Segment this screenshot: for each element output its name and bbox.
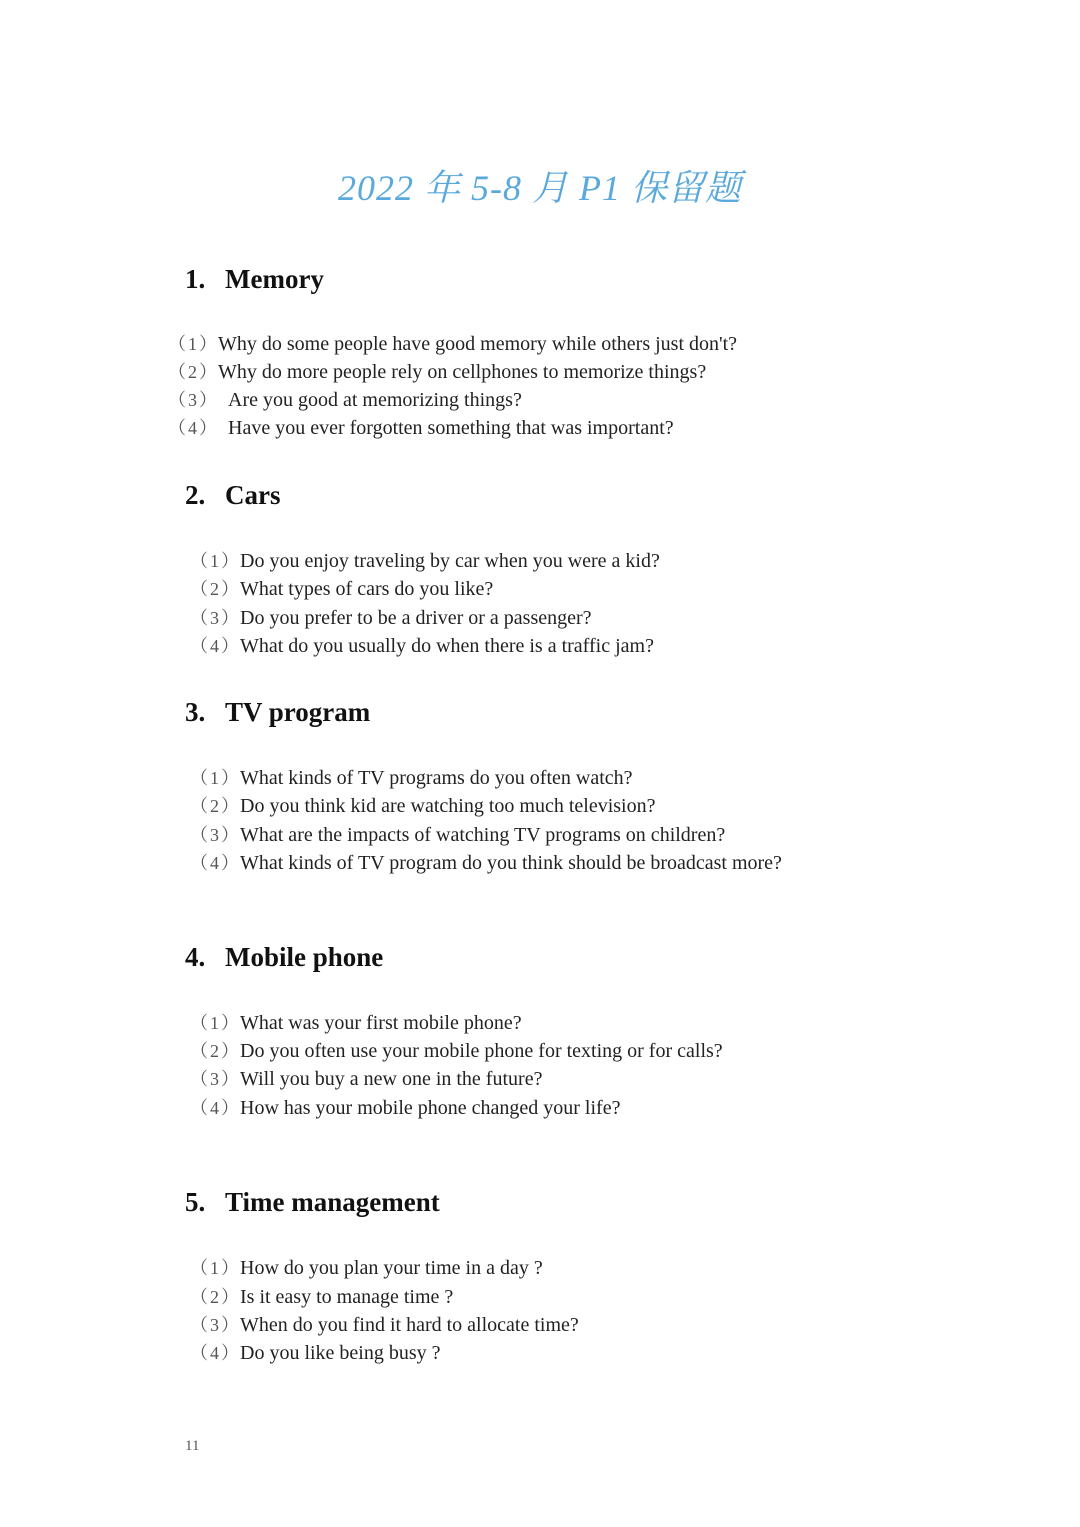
question-index: （3） xyxy=(190,608,241,628)
question-index: （1） xyxy=(190,551,241,571)
question-index: （3） xyxy=(168,390,219,410)
question-text: What types of cars do you like? xyxy=(240,578,494,600)
question-index: （2） xyxy=(190,1287,241,1307)
section-title: TV program xyxy=(225,697,371,727)
question-text: What kinds of TV program do you think should be broadcast more? xyxy=(240,852,782,874)
section-number: 5. xyxy=(185,1187,206,1217)
question-text: Is it easy to manage time ? xyxy=(240,1286,454,1308)
question-text: Do you prefer to be a driver or a passenger? xyxy=(240,607,592,629)
question-text: What are the impacts of watching TV programs on children? xyxy=(240,824,726,846)
question-text: Do you enjoy traveling by car when you were a kid? xyxy=(240,550,660,572)
section-heading xyxy=(185,1185,440,1219)
question-text: What do you usually do when there is a traffic jam? xyxy=(240,635,654,657)
question-text: Why do some people have good memory while others just don't? xyxy=(218,333,738,355)
question-text: Are you good at memorizing things? xyxy=(228,389,522,411)
question-index: （4） xyxy=(190,853,241,873)
section-heading xyxy=(185,478,281,512)
section-title: Mobile phone xyxy=(225,942,384,972)
question-index: （2） xyxy=(168,362,219,382)
section-number: 4. xyxy=(185,942,206,972)
section-number: 3. xyxy=(185,697,206,727)
section-heading xyxy=(185,695,370,729)
question-text: Why do more people rely on cellphones to memorize things? xyxy=(218,361,707,383)
question-index: （1） xyxy=(168,334,219,354)
question-index: （3） xyxy=(190,1315,241,1335)
section-number: 2. xyxy=(185,480,206,510)
section-title: Time management xyxy=(225,1187,440,1217)
question-text: When do you find it hard to allocate time? xyxy=(240,1314,579,1336)
question-text: Will you buy a new one in the future? xyxy=(240,1068,543,1090)
question-index: （4） xyxy=(190,636,241,656)
section-heading xyxy=(185,940,383,974)
section-title: Cars xyxy=(225,480,281,510)
question-index: （2） xyxy=(190,796,241,816)
question-index: （2） xyxy=(190,1041,241,1061)
question-index: （1） xyxy=(190,1258,241,1278)
question-index: （3） xyxy=(190,1069,241,1089)
question-text: How do you plan your time in a day ? xyxy=(240,1257,543,1279)
page-number: 11 xyxy=(185,1438,200,1454)
question-text: What was your first mobile phone? xyxy=(240,1012,522,1034)
section-title: Memory xyxy=(225,264,324,294)
question-index: （4） xyxy=(168,418,219,438)
question-text: Do you often use your mobile phone for texting or for calls? xyxy=(240,1040,723,1062)
question-text: Do you like being busy ? xyxy=(240,1342,441,1364)
question-text: How has your mobile phone changed your life? xyxy=(240,1097,621,1119)
section-number: 1. xyxy=(185,264,206,294)
question-text: What kinds of TV programs do you often watch? xyxy=(240,767,633,789)
question-index: （4） xyxy=(190,1343,241,1363)
question-index: （1） xyxy=(190,768,241,788)
section-heading xyxy=(185,262,324,296)
question-text: Do you think kid are watching too much television? xyxy=(240,795,656,817)
page-title: 2022 年 5-8 月 P1 保留题 xyxy=(338,168,742,208)
question-index: （3） xyxy=(190,825,241,845)
question-index: （1） xyxy=(190,1013,241,1033)
question-index: （4） xyxy=(190,1098,241,1118)
question-text: Have you ever forgotten something that was important? xyxy=(228,417,674,439)
question-index: （2） xyxy=(190,579,241,599)
